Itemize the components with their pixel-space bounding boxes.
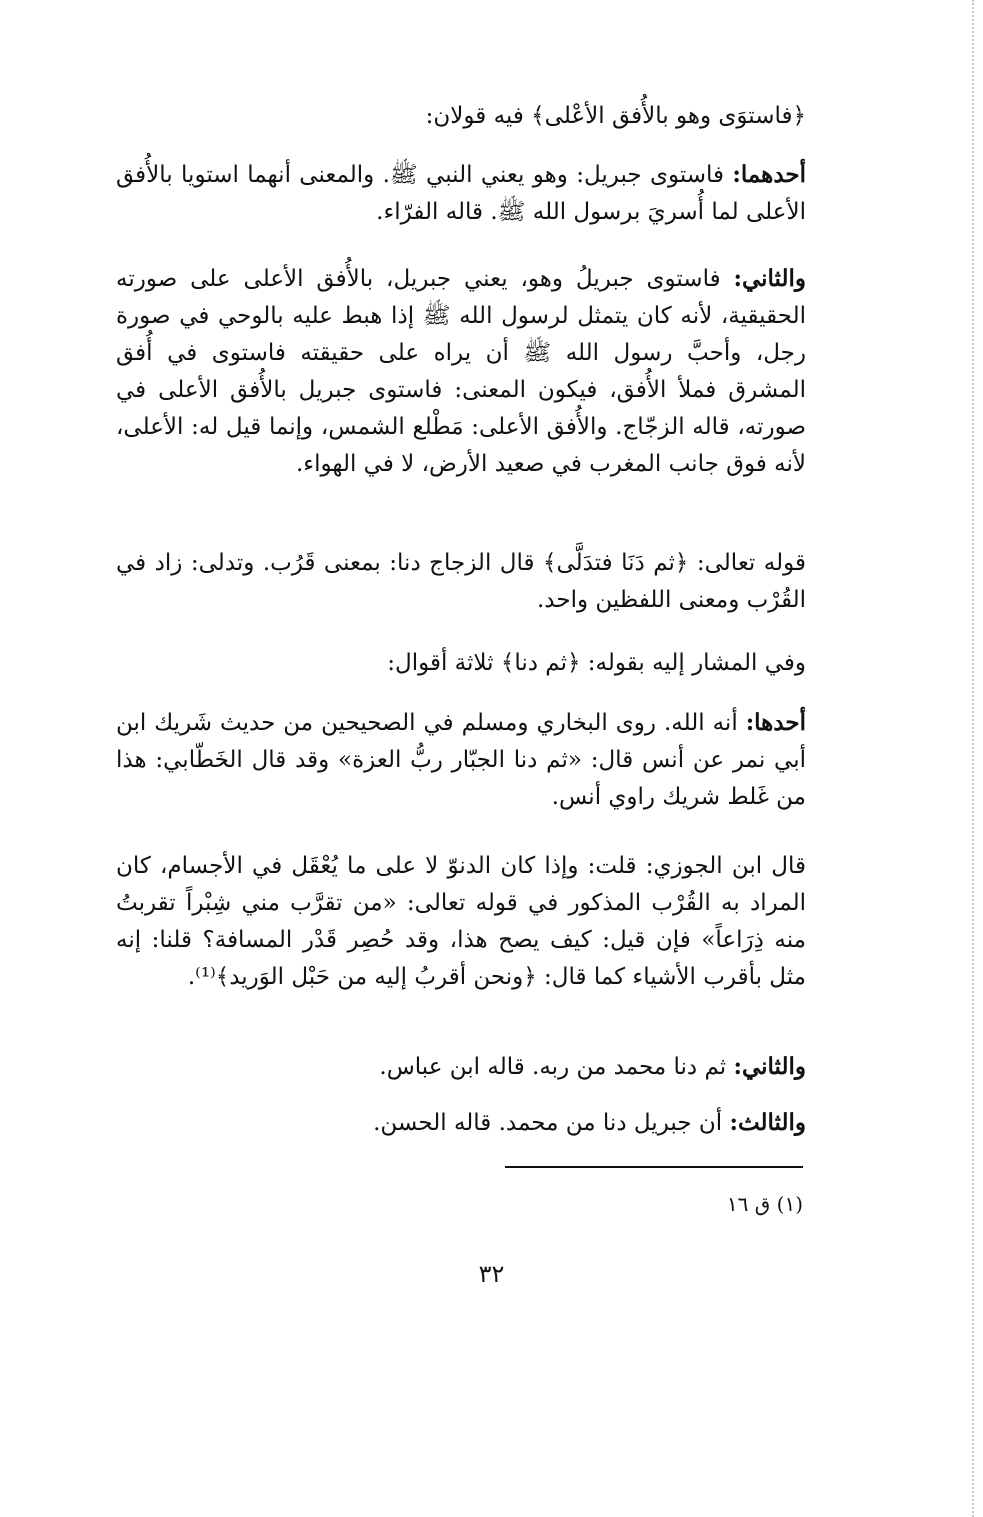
paragraph-2: [116, 156, 806, 231]
paragraph-2-text: فاستوى جبريل: وهو يعني النبي ﷺ. والمعنى أنهما استويا بالأُفق الأعلى لما أُسريَ برسول الله ﷺ. قاله الفرّاء.: [116, 162, 806, 225]
paragraph-5: [116, 645, 806, 682]
footnote-separator: [505, 1166, 803, 1168]
paragraph-8-text: ثم دنا محمد من ربه. قاله ابن عباس.: [379, 1054, 734, 1080]
paragraph-6-label: أحدها:: [745, 709, 806, 736]
paragraph-1: [116, 98, 806, 135]
paragraph-9-label: والثالث:: [729, 1109, 806, 1136]
paragraph-8: [116, 1048, 806, 1086]
paragraph-6-text: أنه الله. روى البخاري ومسلم في الصحيحين من حديث شَريك ابن أبي نمر عن أنس قال: «ثم دنا الجبّار ربُّ العزة» وقد قال الخَطّابي: هذا من غَلط شريك راوي أنس.: [116, 710, 806, 810]
page-number: ٣٢: [478, 1260, 505, 1288]
paragraph-7: [116, 848, 806, 996]
paragraph-9: [116, 1104, 806, 1142]
paragraph-2-label: أحدهما:: [732, 161, 806, 188]
paragraph-3: [116, 260, 806, 483]
paragraph-4: [116, 545, 806, 619]
paragraph-8-label: والثاني:: [733, 1053, 806, 1080]
paragraph-1-text: ﴿فاستوَى وهو بالأُفق الأعْلى﴾ فيه قولان:: [425, 103, 806, 129]
paragraph-9-text: أن جبريل دنا من محمد. قاله الحسن.: [373, 1110, 730, 1136]
paragraph-6: [116, 704, 806, 816]
paragraph-7-text: قال ابن الجوزي: قلت: وإذا كان الدنوّ لا على ما يُعْقَل في الأجسام، كان المراد به القُرْب المذكور في قوله تعالى: «من تقرَّب مني شِبْراً تقربتُ منه ذِرَاعاً» فإن قيل: كيف يصح هذا، وقد حُصِر قَدْر المسافة؟ قلنا: إنه مثل بأقرب الأشياء كما قال: ﴿ونحن أقربُ إليه من حَبْل الوَريد﴾⁽¹⁾.: [116, 853, 806, 990]
page-binding-edge: [972, 0, 974, 1517]
paragraph-4-text: قوله تعالى: ﴿ثم دَنَا فتدَلَّى﴾ قال الزجاج دنا: بمعنى قَرُب. وتدلى: زاد في القُرْب ومعنى اللفظين واحد.: [116, 550, 806, 613]
footnote: (١) ق ١٦: [726, 1192, 803, 1216]
paragraph-3-label: والثاني:: [733, 265, 806, 292]
paragraph-3-text: فاستوى جبريلُ وهو، يعني جبريل، بالأُفق الأعلى على صورته الحقيقية، لأنه كان يتمثل لرسول الله ﷺ إذا هبط عليه بالوحي في صورة رجل، وأحبَّ رسول الله ﷺ أن يراه على حقيقته فاستوى في أُفق المشرق فملأ الأُفق، فيكون المعنى: فاستوى جبريل بالأُفق الأعلى في صورته، قاله الزجّاج. والأُفق الأعلى: مَطْلع الشمس، وإنما قيل له: الأعلى، لأنه فوق جانب المغرب في صعيد الأرض، لا في الهواء.: [116, 266, 806, 477]
paragraph-5-text: وفي المشار إليه بقوله: ﴿ثم دنا﴾ ثلاثة أقوال:: [387, 650, 806, 676]
